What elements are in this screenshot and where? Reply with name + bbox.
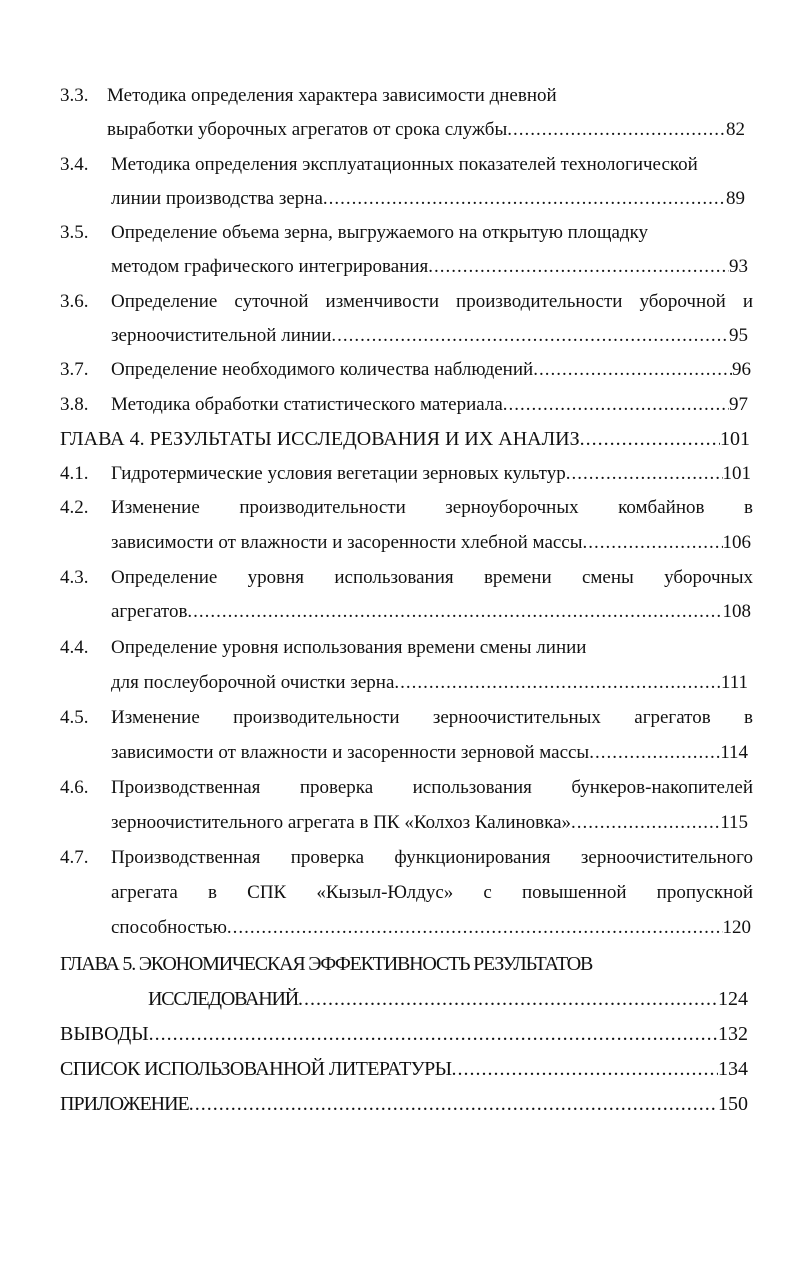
section-number: 3.7. [60, 359, 89, 380]
chapter-title: ГЛАВА 5. ЭКОНОМИЧЕСКАЯ ЭФФЕКТИВНОСТЬ РЕЗУЛЬТАТОВ [60, 953, 593, 975]
dot-leader [452, 1052, 718, 1086]
section-number: 4.2. [60, 497, 89, 518]
dot-leader [503, 388, 729, 422]
toc-entry-4-7-cont2 [0, 911, 795, 945]
dot-leader [298, 982, 718, 1016]
dot-leader [566, 457, 723, 491]
page-number: 108 [722, 601, 751, 622]
dot-leader [187, 595, 722, 629]
dot-leader [323, 182, 726, 216]
leader-line [111, 353, 751, 387]
section-title-cont: агрегатов [111, 601, 188, 622]
chapter-title: ГЛАВА 4. РЕЗУЛЬТАТЫ ИССЛЕДОВАНИЯ И ИХ АНАЛИЗ [60, 428, 580, 450]
conclusions-title: ВЫВОДЫ [60, 1023, 149, 1045]
page-number: 106 [722, 532, 751, 553]
page-number: 150 [718, 1093, 748, 1115]
dot-leader [583, 526, 723, 560]
leader-line [111, 736, 748, 770]
leader-line [111, 526, 751, 560]
section-number: 4.1. [60, 463, 89, 484]
leader-line [60, 1017, 748, 1051]
dot-leader [428, 250, 729, 284]
toc-entry-3-5 [0, 216, 795, 250]
toc-entry-4-2-cont [0, 526, 795, 560]
leader-line [111, 911, 751, 945]
leader-line [60, 1087, 748, 1121]
toc-entry-3-6 [0, 285, 795, 319]
leader-line [111, 388, 748, 422]
leader-line [111, 595, 751, 629]
section-title: Методика определения эксплуатационных показателей технологической [111, 154, 698, 175]
section-title-cont: зерноочистительного агрегата в ПК «Колхоз Калиновка» [111, 812, 572, 833]
page-number: 96 [732, 359, 751, 380]
toc-entry-3-3-cont [0, 113, 795, 147]
toc-entry-4-6-cont [0, 806, 795, 840]
toc-entry-4-4-cont [0, 666, 795, 700]
leader-line [111, 457, 751, 491]
page-number: 111 [720, 672, 748, 693]
toc-appendix [0, 1087, 795, 1121]
section-title-cont: линии производства зерна [111, 188, 323, 209]
section-title: Гидротермические условия вегетации зерновых культур [111, 463, 566, 484]
section-number: 3.4. [60, 154, 89, 175]
dot-leader [571, 806, 720, 840]
dot-leader [149, 1017, 718, 1051]
toc-entry-3-7 [0, 353, 795, 387]
toc-entry-3-4 [0, 148, 795, 182]
section-number: 3.3. [60, 85, 89, 106]
page-number: 89 [726, 188, 745, 209]
section-title-cont: методом графического интегрирования [111, 256, 429, 277]
leader-line [107, 113, 745, 147]
toc-references [0, 1052, 795, 1086]
toc-entry-4-2 [0, 491, 795, 525]
toc-entry-4-6 [0, 771, 795, 805]
leader-line [111, 806, 748, 840]
section-title: Определение объема зерна, выгружаемого на открытую площадку [111, 222, 649, 243]
section-number: 3.5. [60, 222, 89, 243]
page-number: 95 [729, 325, 748, 346]
dot-leader [227, 911, 723, 945]
toc-entry-4-7-cont [0, 876, 795, 910]
toc-entry-3-6-cont [0, 319, 795, 353]
section-number: 3.6. [60, 291, 89, 312]
page-number: 124 [718, 988, 748, 1010]
dot-leader [507, 113, 726, 147]
toc-entry-3-4-cont [0, 182, 795, 216]
toc-chapter-5 [0, 947, 795, 981]
section-number: 4.7. [60, 847, 89, 868]
section-title: Определение суточной изменчивости производительности уборочной и [111, 291, 753, 312]
leader-line [60, 422, 750, 456]
section-title: Методика определения характера зависимости дневной [107, 85, 557, 106]
page-number: 101 [722, 463, 751, 484]
section-title-cont: зависимости от влажности и засоренности зерновой массы [111, 742, 590, 763]
dot-leader [580, 422, 720, 456]
page-number: 101 [720, 428, 750, 450]
section-title: Определение уровня использования времени смены линии [111, 637, 587, 658]
section-number: 4.4. [60, 637, 89, 658]
section-title-cont: зерноочистительной линии [111, 325, 332, 346]
leader-line [111, 319, 748, 353]
appendix-title: ПРИЛОЖЕНИЕ [60, 1093, 189, 1115]
toc-entry-4-4 [0, 631, 795, 665]
section-title-cont: зависимости от влажности и засоренности хлебной массы [111, 532, 583, 553]
section-title: Изменение производительности зерноочистительных агрегатов в [111, 707, 753, 728]
toc-entry-4-1 [0, 457, 795, 491]
section-number: 4.6. [60, 777, 89, 798]
toc-entry-3-5-cont [0, 250, 795, 284]
section-title: Определение необходимого количества наблюдений [111, 359, 534, 380]
dot-leader [331, 319, 729, 353]
section-title: Производственная проверка использования бункеров-накопителей [111, 777, 753, 798]
page-number: 93 [729, 256, 748, 277]
leader-line [111, 182, 745, 216]
dot-leader [533, 353, 732, 387]
dot-leader [589, 736, 720, 770]
leader-line [111, 250, 748, 284]
page-number: 115 [720, 812, 748, 833]
section-title: Методика обработки статистического материала [111, 394, 503, 415]
section-title-cont: способностью [111, 917, 227, 938]
toc-chapter-4 [0, 422, 795, 456]
leader-line [60, 1052, 748, 1086]
page-number: 134 [718, 1058, 748, 1080]
section-title-cont: выработки уборочных агрегатов от срока службы [107, 119, 508, 140]
section-title-cont: для послеуборочной очистки зерна [111, 672, 395, 693]
section-title-cont: агрегата в СПК «Кызыл-Юлдус» с повышенной пропускной [111, 882, 753, 903]
leader-line [148, 982, 748, 1016]
dot-leader [394, 666, 721, 700]
toc-conclusions [0, 1017, 795, 1051]
toc-entry-4-3 [0, 561, 795, 595]
page-number: 114 [720, 742, 748, 763]
leader-line [111, 666, 748, 700]
toc-chapter-5-cont [0, 982, 795, 1016]
section-number: 3.8. [60, 394, 89, 415]
page-number: 82 [726, 119, 745, 140]
section-number: 4.5. [60, 707, 89, 728]
toc-entry-3-3 [0, 79, 795, 113]
toc-entry-4-5-cont [0, 736, 795, 770]
section-title: Изменение производительности зерноуборочных комбайнов в [111, 497, 753, 518]
section-title: Определение уровня использования времени смены уборочных [111, 567, 753, 588]
dot-leader [189, 1087, 718, 1121]
toc-entry-4-3-cont [0, 595, 795, 629]
section-title: Производственная проверка функционирования зерноочистительного [111, 847, 753, 868]
section-number: 4.3. [60, 567, 89, 588]
toc-entry-3-8 [0, 388, 795, 422]
toc-entry-4-5 [0, 701, 795, 735]
references-title: СПИСОК ИСПОЛЬЗОВАННОЙ ЛИТЕРАТУРЫ [60, 1058, 452, 1080]
page-number: 97 [729, 394, 748, 415]
chapter-title-cont: ИССЛЕДОВАНИЙ [148, 988, 298, 1010]
toc-entry-4-7 [0, 841, 795, 875]
page-number: 120 [722, 917, 751, 938]
page-number: 132 [718, 1023, 748, 1045]
